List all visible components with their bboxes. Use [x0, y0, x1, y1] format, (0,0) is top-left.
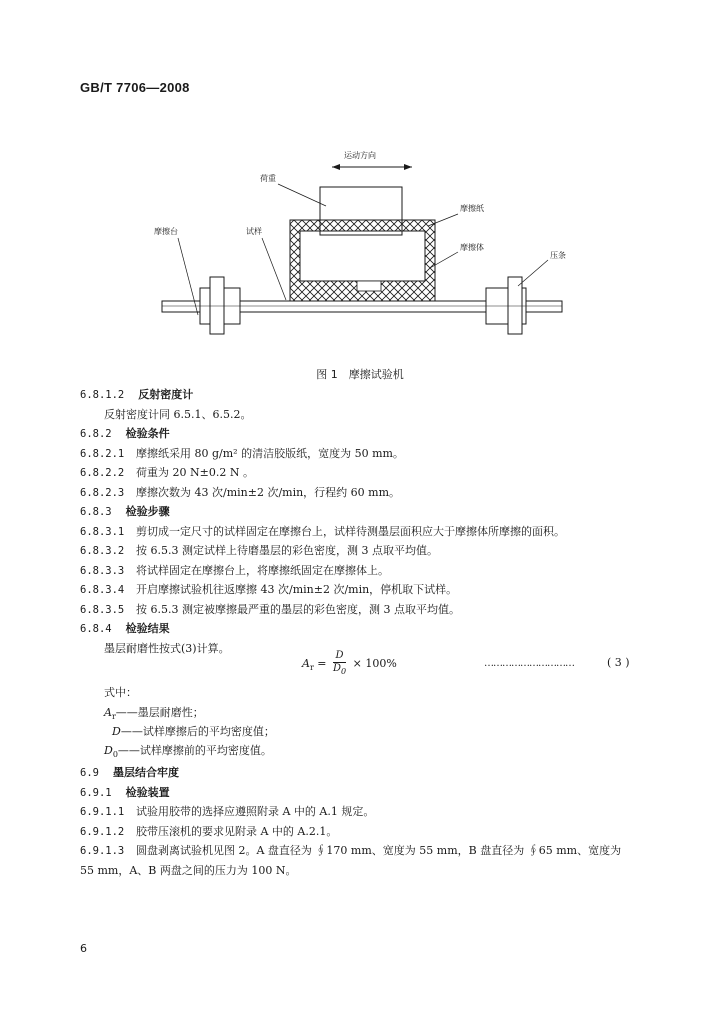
- clause-text: 剪切成一定尺寸的试样固定在摩擦台上，试样待测墨层面积应大于摩擦体所摩擦的面积。: [136, 524, 565, 538]
- clause-number: 6.9.1: [80, 786, 112, 799]
- clause-6-8-3-1: [80, 525, 565, 539]
- formula-denominator-sub: 0: [341, 667, 347, 676]
- clause-number: 6.8.2: [80, 428, 112, 440]
- formula-number: ( 3 ): [607, 656, 630, 669]
- where-symbol-sub: r: [111, 712, 116, 722]
- page-number: 6: [80, 942, 87, 955]
- clause-6-8-3-2: [80, 544, 438, 558]
- clause-text: 摩擦次数为 43 次/min±2 次/min，行程约 60 mm。: [136, 485, 401, 499]
- clause-number: 6.8.3.3: [80, 564, 125, 577]
- clause-6-9: [80, 766, 179, 780]
- label-direction: 运动方向: [344, 151, 376, 160]
- clause-number: 6.8.4: [80, 623, 112, 635]
- clause-number: 6.8.3.1: [80, 525, 125, 538]
- friction-tester-figure: [150, 140, 580, 350]
- figure-caption: 图 1 摩擦试验机: [316, 368, 404, 381]
- clause-number: 6.8.3.4: [80, 584, 125, 596]
- clause-6-8-3-4: [80, 583, 457, 597]
- clause-text: 摩擦纸采用 80 g/m² 的清洁胶版纸，宽度为 50 mm。: [136, 446, 404, 460]
- where-symbol: D: [104, 744, 113, 757]
- where-item: [112, 725, 275, 739]
- where-symbol: D: [112, 725, 121, 738]
- label-body: 摩擦体: [460, 243, 484, 252]
- clause-text: 墨层耐磨性按式(3)计算。: [104, 641, 230, 655]
- clause-text: 开启摩擦试验机往返摩擦 43 次/min±2 次/min，停机取下试样。: [136, 583, 458, 596]
- clause-6-8-4: [80, 622, 170, 636]
- label-clamp: 压条: [550, 251, 566, 260]
- clause-number: 6.8.1.2: [80, 389, 125, 401]
- where-symbol-sub: 0: [112, 750, 118, 760]
- clause-number: 6.9: [80, 767, 99, 779]
- clause-text: 按 6.5.3 测定被摩擦最严重的墨层的彩色密度，测 3 点取平均值。: [136, 602, 460, 616]
- clause-title: 墨层结合牢度: [112, 766, 179, 779]
- clause-text: 55 mm，A、B 两盘之间的压力为 100 N。: [80, 863, 297, 877]
- clause-text: 胶带压滚机的要求见附录 A 中的 A.2.1。: [136, 824, 338, 838]
- formula-fraction: [333, 650, 346, 678]
- clause-6-9-1: [80, 786, 170, 800]
- clause-6-8-1-2: [80, 388, 193, 402]
- clause-title: 检验结果: [125, 622, 170, 635]
- where-item: [104, 706, 204, 724]
- where-symbol: A: [104, 706, 112, 719]
- clause-number: 6.9.1.3: [80, 845, 125, 857]
- clause-text: 试验用胶带的选择应遵照附录 A 中的 A.1 规定。: [136, 805, 375, 818]
- clause-number: 6.8.3.5: [80, 603, 125, 616]
- clause-6-9-1-2: [80, 825, 337, 839]
- where-desc: ——试样摩擦后的平均密度值；: [120, 725, 275, 738]
- document-header: GB/T 7706—2008: [80, 80, 190, 95]
- formula-3: $A_r$ = $\frac{D}{D_0}$ × 100%: [302, 650, 397, 676]
- where-intro: 式中：: [104, 686, 137, 699]
- formula-numerator: D: [333, 650, 346, 663]
- clause-number: 6.9.1.1: [80, 806, 125, 818]
- clause-6-9-1-3: [80, 844, 621, 858]
- clause-text: 荷重为 20 N±0.2 N 。: [136, 466, 254, 479]
- clause-6-8-3-3: [80, 564, 389, 578]
- clause-number: 6.8.2.1: [80, 447, 125, 460]
- formula-dots: …………………………: [484, 658, 574, 669]
- clause-text: 将试样固定在摩擦台上，将摩擦纸固定在摩擦体上。: [136, 563, 389, 577]
- direction-arrow: [332, 164, 412, 170]
- clause-6-8-2: [80, 427, 170, 441]
- clause-number: 6.8.3.2: [80, 545, 125, 557]
- label-table: 摩擦台: [154, 227, 178, 236]
- clause-text: 圆盘剥离试验机见图 2。A 盘直径为 ∮170 mm、宽度为 55 mm，B 盘直径为 ∮65 mm、宽度为: [136, 844, 622, 857]
- clause-6-8-2-3: [80, 486, 400, 500]
- clause-title: 反射密度计: [138, 388, 194, 401]
- formula-tail: × 100%: [352, 657, 397, 670]
- clause-title: 检验条件: [125, 427, 170, 440]
- where-desc: ——墨层耐磨性；: [115, 706, 204, 719]
- formula-denominator: D: [333, 663, 342, 674]
- clause-6-8-3: [80, 505, 170, 519]
- clause-number: 6.9.1.2: [80, 825, 125, 838]
- formula-lhs-sub: r: [309, 663, 314, 673]
- clause-6-8-4-t: [104, 642, 230, 656]
- label-load: 荷重: [260, 174, 276, 183]
- where-desc: ——试样摩擦前的平均密度值。: [117, 744, 272, 757]
- where-item: [104, 744, 272, 762]
- clause-number: 6.8.2.2: [80, 467, 125, 479]
- clause-title: 检验装置: [125, 785, 170, 799]
- clause-title: 检验步骤: [125, 505, 170, 518]
- formula-lhs: A: [302, 657, 310, 670]
- clause-6-8-3-5: [80, 603, 460, 617]
- clause-6-9-1-3-c: [80, 864, 297, 878]
- clause-6-8-2-1: [80, 447, 404, 461]
- clause-text: 按 6.5.3 测定试样上待磨墨层的彩色密度，测 3 点取平均值。: [136, 544, 438, 557]
- label-sample: 试样: [246, 227, 262, 236]
- label-paper: 摩擦纸: [460, 204, 484, 213]
- clause-6-8-2-2: [80, 466, 254, 480]
- clause-number: 6.8.3: [80, 506, 112, 518]
- clause-6-9-1-1: [80, 805, 374, 819]
- clause-6-8-1-2-t: [104, 408, 251, 422]
- clause-number: 6.8.2.3: [80, 486, 125, 499]
- clause-text: 反射密度计同 6.5.1、6.5.2。: [104, 407, 252, 421]
